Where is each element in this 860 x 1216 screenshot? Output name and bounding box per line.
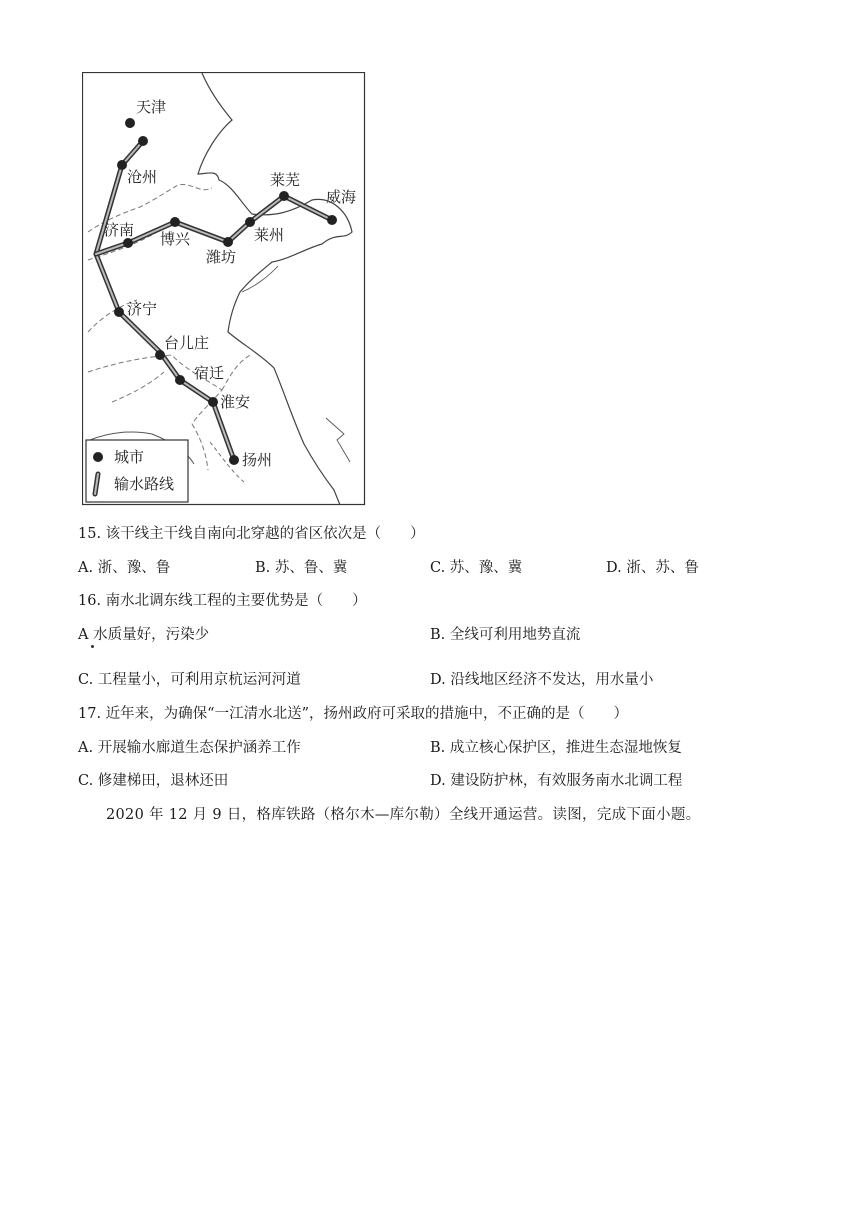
city-dot-weihai	[327, 215, 337, 225]
city-label-yangzhou: 扬州	[242, 451, 273, 469]
question-17-stem: 17. 近年来，为确保“一江清水北送”，扬州政府可采取的措施中，不正确的是（ ）	[78, 706, 628, 722]
question-15-option-b[interactable]: B. 苏、鲁、冀	[255, 560, 348, 576]
stray-dot	[91, 645, 94, 648]
city-dot-cangzhou	[117, 160, 127, 170]
question-16-stem: 16. 南水北调东线工程的主要优势是（ ）	[78, 593, 367, 609]
city-dot-jinan	[123, 238, 133, 248]
city-label-jinan: 济南	[104, 221, 135, 239]
question-16-option-a[interactable]: A 水质量好，污染少	[78, 627, 210, 643]
map-legend	[86, 440, 188, 502]
question-17-option-a[interactable]: A. 开展输水廊道生态保护涵养工作	[78, 740, 301, 756]
question-15-option-d[interactable]: D. 浙、苏、鲁	[606, 560, 699, 576]
city-label-huaian: 淮安	[220, 393, 251, 411]
city-label-tianjin: 天津	[136, 98, 167, 116]
city-dot-jining	[114, 307, 124, 317]
city-label-weifang: 潍坊	[206, 248, 237, 266]
question-15-stem: 15. 该干线主干线自南向北穿越的省区依次是（ ）	[78, 526, 425, 542]
city-dot-boxing	[170, 217, 180, 227]
city-dot-suqian	[175, 375, 185, 385]
city-dot-weifang	[223, 237, 233, 247]
question-17-option-d[interactable]: D. 建设防护林，有效服务南水北调工程	[430, 773, 683, 789]
city-dot-yangzhou	[229, 455, 239, 465]
legend-city-label: 城市	[114, 448, 145, 466]
question-16-option-c[interactable]: C. 工程量小，可利用京杭运河河道	[78, 672, 301, 688]
question-16-option-d[interactable]: D. 沿线地区经济不发达，用水量小	[430, 672, 654, 688]
city-label-laiwu: 莱芜	[270, 171, 301, 189]
legend-city-icon	[93, 452, 103, 462]
question-15-option-a[interactable]: A. 浙、豫、鲁	[78, 560, 171, 576]
route-map-svg	[82, 72, 366, 506]
legend-route-label: 输水路线	[114, 475, 175, 493]
question-15-option-c[interactable]: C. 苏、豫、冀	[430, 560, 523, 576]
city-dot-cangzhou-upper	[138, 136, 148, 146]
question-17-option-b[interactable]: B. 成立核心保护区，推进生态湿地恢复	[430, 740, 682, 756]
question-17-option-c[interactable]: C. 修建梯田，退林还田	[78, 773, 229, 789]
city-label-cangzhou: 沧州	[127, 168, 158, 186]
city-label-boxing: 博兴	[160, 230, 191, 248]
city-label-suqian: 宿迁	[194, 364, 225, 382]
question-16-option-b[interactable]: B. 全线可利用地势直流	[430, 627, 581, 643]
city-dot-laiwu	[279, 191, 289, 201]
intro-paragraph: 2020 年 12 月 9 日，格库铁路（格尔木—库尔勒）全线开通运营。读图，完成下面小题。	[106, 807, 701, 823]
city-label-laizhou: 莱州	[254, 226, 285, 244]
city-dot-huaian	[208, 397, 218, 407]
route-map	[82, 72, 366, 506]
city-label-taierzhuang: 台儿庄	[164, 334, 210, 352]
city-label-weihai: 威海	[326, 188, 357, 206]
city-label-jining: 济宁	[127, 300, 158, 318]
city-dot-tianjin	[125, 118, 135, 128]
